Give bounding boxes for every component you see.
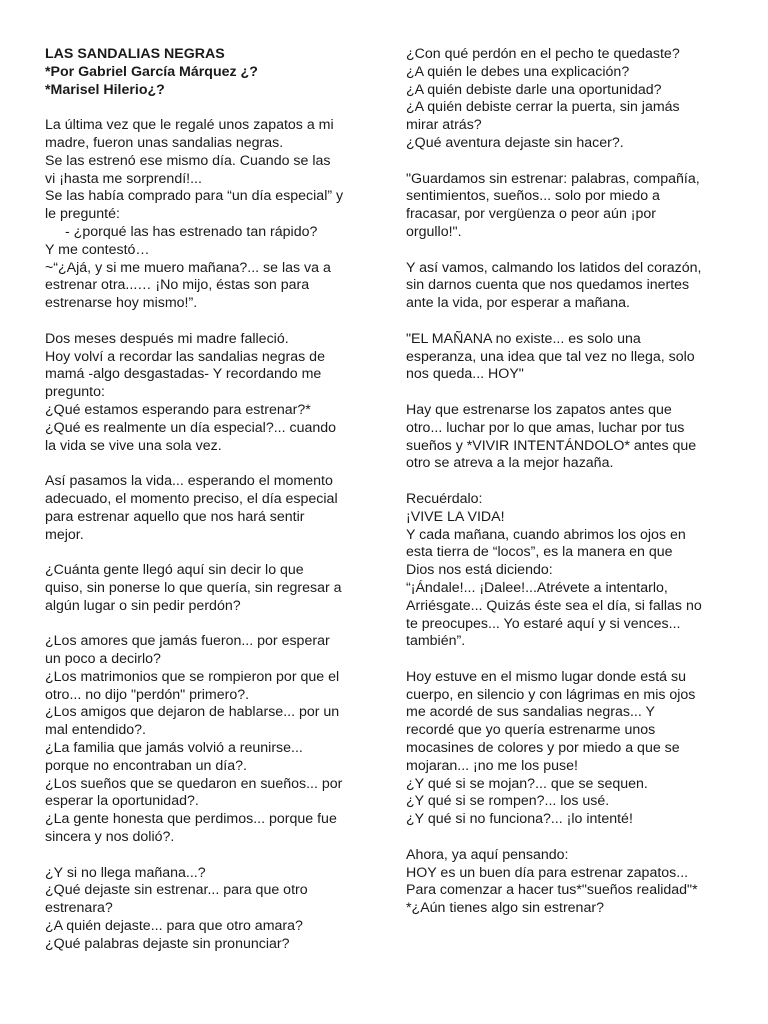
text-line: *Por Gabriel García Márquez ¿?: [45, 63, 258, 80]
paragraph: [45, 865, 365, 954]
text-line: Ahora, ya aquí pensando:: [406, 846, 569, 863]
text-line: ¿A quién debiste darle una oportunidad?: [406, 81, 662, 98]
text-line: "EL MAÑANA no existe... es solo una: [406, 330, 641, 347]
text-line: ante la vida, por esperar a mañana.: [406, 295, 630, 312]
text-line: otro se atreva a la mejor hazaña.: [406, 455, 614, 472]
text-line: ¿Los amores que jamás fueron... por esperar: [45, 633, 330, 650]
text-line: vi ¡hasta me sorprendí!...: [45, 170, 202, 187]
paragraph: [406, 260, 731, 313]
text-line: algún lugar o sin pedir perdón?: [45, 597, 241, 614]
text-line: sincera y nos dolió?.: [45, 829, 175, 846]
text-line: recordé que yo quería estrenarme unos: [406, 722, 656, 739]
text-line: esta tierra de “locos”, es la manera en que: [406, 544, 673, 561]
text-line: sin darnos cuenta que nos quedamos inertes: [406, 277, 690, 294]
text-line: ¿Y qué si se mojan?... que se sequen.: [406, 775, 648, 792]
text-line: sueños y *VIVIR INTENTÁNDOLO* antes que: [406, 437, 697, 454]
text-line: también”.: [406, 633, 466, 650]
text-line: mejor.: [45, 526, 84, 543]
text-line: ~“¿Ajá, y si me muero mañana?... se las va a: [45, 259, 331, 276]
text-line: estrenarse hoy mismo!”.: [45, 295, 198, 312]
text-line: Y así vamos, calmando los latidos del corazón,: [406, 259, 702, 276]
paragraph: [406, 669, 731, 829]
text-line: ¿A quién debiste cerrar la puerta, sin jamás: [406, 99, 680, 116]
paragraph: [45, 117, 365, 313]
text-line: ¿Los sueños que se quedaron en sueños... por: [45, 775, 343, 792]
paragraph: [406, 402, 731, 473]
text-line: ¿Qué aventura dejaste sin hacer?.: [406, 134, 624, 151]
text-line: le pregunté:: [45, 206, 120, 223]
text-line: mal entendido?.: [45, 722, 146, 739]
text-line: estrenar otra...… ¡No mijo, éstas son para: [45, 277, 310, 294]
text-line: para estrenar aquello que nos hará sentir: [45, 508, 305, 525]
text-line: Así pasamos la vida... esperando el momento: [45, 473, 333, 490]
text-line: otro... no dijo "perdón" primero?.: [45, 686, 250, 703]
text-line: Hoy estuve en el mismo lugar donde está su: [406, 668, 686, 685]
text-line: pregunto:: [45, 384, 105, 401]
text-line: Dos meses después mi madre falleció.: [45, 330, 289, 347]
text-line: mamá -algo desgastadas- Y recordando me: [45, 366, 322, 383]
text-line: un poco a decirlo?: [45, 651, 161, 668]
text-line: Hoy volví a recordar las sandalias negras de: [45, 348, 325, 365]
text-line: - ¿porqué las has estrenado tan rápido?: [65, 223, 318, 240]
paragraph: [406, 46, 731, 153]
text-line: ¿Con qué perdón en el pecho te quedaste?: [406, 46, 680, 62]
text-line: ¿Los amigos que dejaron de hablarse... por un: [45, 704, 340, 721]
text-line: HOY es un buen día para estrenar zapatos...: [406, 864, 689, 881]
text-line: Se las había comprado para “un día especial” y: [45, 188, 344, 205]
text-line: Recuérdalo:: [406, 490, 483, 507]
text-line: ¿Y qué si se rompen?... los usé.: [406, 793, 610, 810]
paragraph: [406, 847, 731, 918]
text-line: esperar la oportunidad?.: [45, 793, 199, 810]
text-line: ¿A quién le debes una explicación?: [406, 63, 630, 80]
paragraph: [45, 562, 365, 615]
text-line: Hay que estrenarse los zapatos antes que: [406, 401, 672, 418]
paragraph: [45, 331, 365, 456]
paragraph: [406, 331, 731, 384]
paragraph: [406, 171, 731, 242]
text-line: *Marisel Hilerio¿?: [45, 81, 165, 98]
text-line: Y me contestó…: [45, 241, 150, 258]
title-block: [45, 46, 365, 99]
left-column: [45, 46, 365, 954]
text-line: ¿Los matrimonios que se rompieron por que el: [45, 668, 340, 685]
text-line: orgullo!".: [406, 223, 462, 240]
right-column: [406, 46, 731, 918]
text-line: Y cada mañana, cuando abrimos los ojos en: [406, 526, 686, 543]
text-line: nos queda... HOY": [406, 366, 524, 383]
text-line: mirar atrás?: [406, 117, 482, 134]
text-line: ¿Cuánta gente llegó aquí sin decir lo que: [45, 562, 304, 579]
text-line: LAS SANDALIAS NEGRAS: [45, 46, 225, 62]
text-line: estrenara?: [45, 900, 113, 917]
text-line: madre, fueron unas sandalias negras.: [45, 134, 284, 151]
paragraph: [406, 491, 731, 651]
text-line: te preocupes... Yo estaré aquí y si vences...: [406, 615, 681, 632]
text-line: la vida se vive una sola vez.: [45, 437, 222, 454]
text-line: ¡VIVE LA VIDA!: [406, 508, 505, 525]
text-line: adecuado, el momento preciso, el día especial: [45, 490, 338, 507]
text-line: ¿A quién dejaste... para que otro amara?: [45, 918, 303, 935]
text-line: ¿La gente honesta que perdimos... porque fue: [45, 811, 337, 828]
text-line: ¿Qué es realmente un día especial?... cuando: [45, 419, 337, 436]
text-line: Se las estrenó ese mismo día. Cuando se las: [45, 152, 331, 169]
text-line: sentimientos, sueños... solo por miedo a: [406, 188, 660, 205]
text-line: ¿La familia que jamás volvió a reunirse...: [45, 740, 303, 757]
text-line: cuerpo, en silencio y con lágrimas en mis ojos: [406, 686, 696, 703]
text-line: mocasines de colores y por miedo a que se: [406, 740, 680, 757]
text-line: Dios nos está diciendo:: [406, 562, 553, 579]
text-line: esperanza, una idea que tal vez no llega, solo: [406, 348, 695, 365]
text-line: Arriésgate... Quizás éste sea el día, si fallas no: [406, 597, 702, 614]
text-line: La última vez que le regalé unos zapatos a mi: [45, 117, 334, 134]
text-line: quiso, sin ponerse lo que quería, sin regresar a: [45, 579, 342, 596]
text-line: ¿Y si no llega mañana...?: [45, 864, 206, 881]
text-line: Para comenzar a hacer tus*"sueños realidad"*: [406, 882, 698, 899]
text-line: "Guardamos sin estrenar: palabras, compañía,: [406, 170, 700, 187]
paragraph: [45, 633, 365, 847]
text-line: otro... luchar por lo que amas, luchar por tus: [406, 419, 685, 436]
text-line: mojaran... ¡no me los puse!: [406, 757, 578, 774]
text-line: porque no encontraban un día?.: [45, 757, 247, 774]
text-line: fracasar, por vergüenza o peor aún ¡por: [406, 206, 657, 223]
text-line: *¿Aún tienes algo sin estrenar?: [406, 900, 604, 917]
paragraph: [45, 473, 365, 544]
text-line: “¡Ándale!... ¡Dalee!...Atrévete a intentarlo,: [406, 579, 668, 596]
text-line: ¿Qué dejaste sin estrenar... para que otro: [45, 882, 308, 899]
text-line: me acordé de sus sandalias negras... Y: [406, 704, 655, 721]
text-line: ¿Qué palabras dejaste sin pronunciar?: [45, 935, 290, 952]
text-line: ¿Y qué si no funciona?... ¡lo intenté!: [406, 811, 633, 828]
text-line: ¿Qué estamos esperando para estrenar?*: [45, 401, 311, 418]
